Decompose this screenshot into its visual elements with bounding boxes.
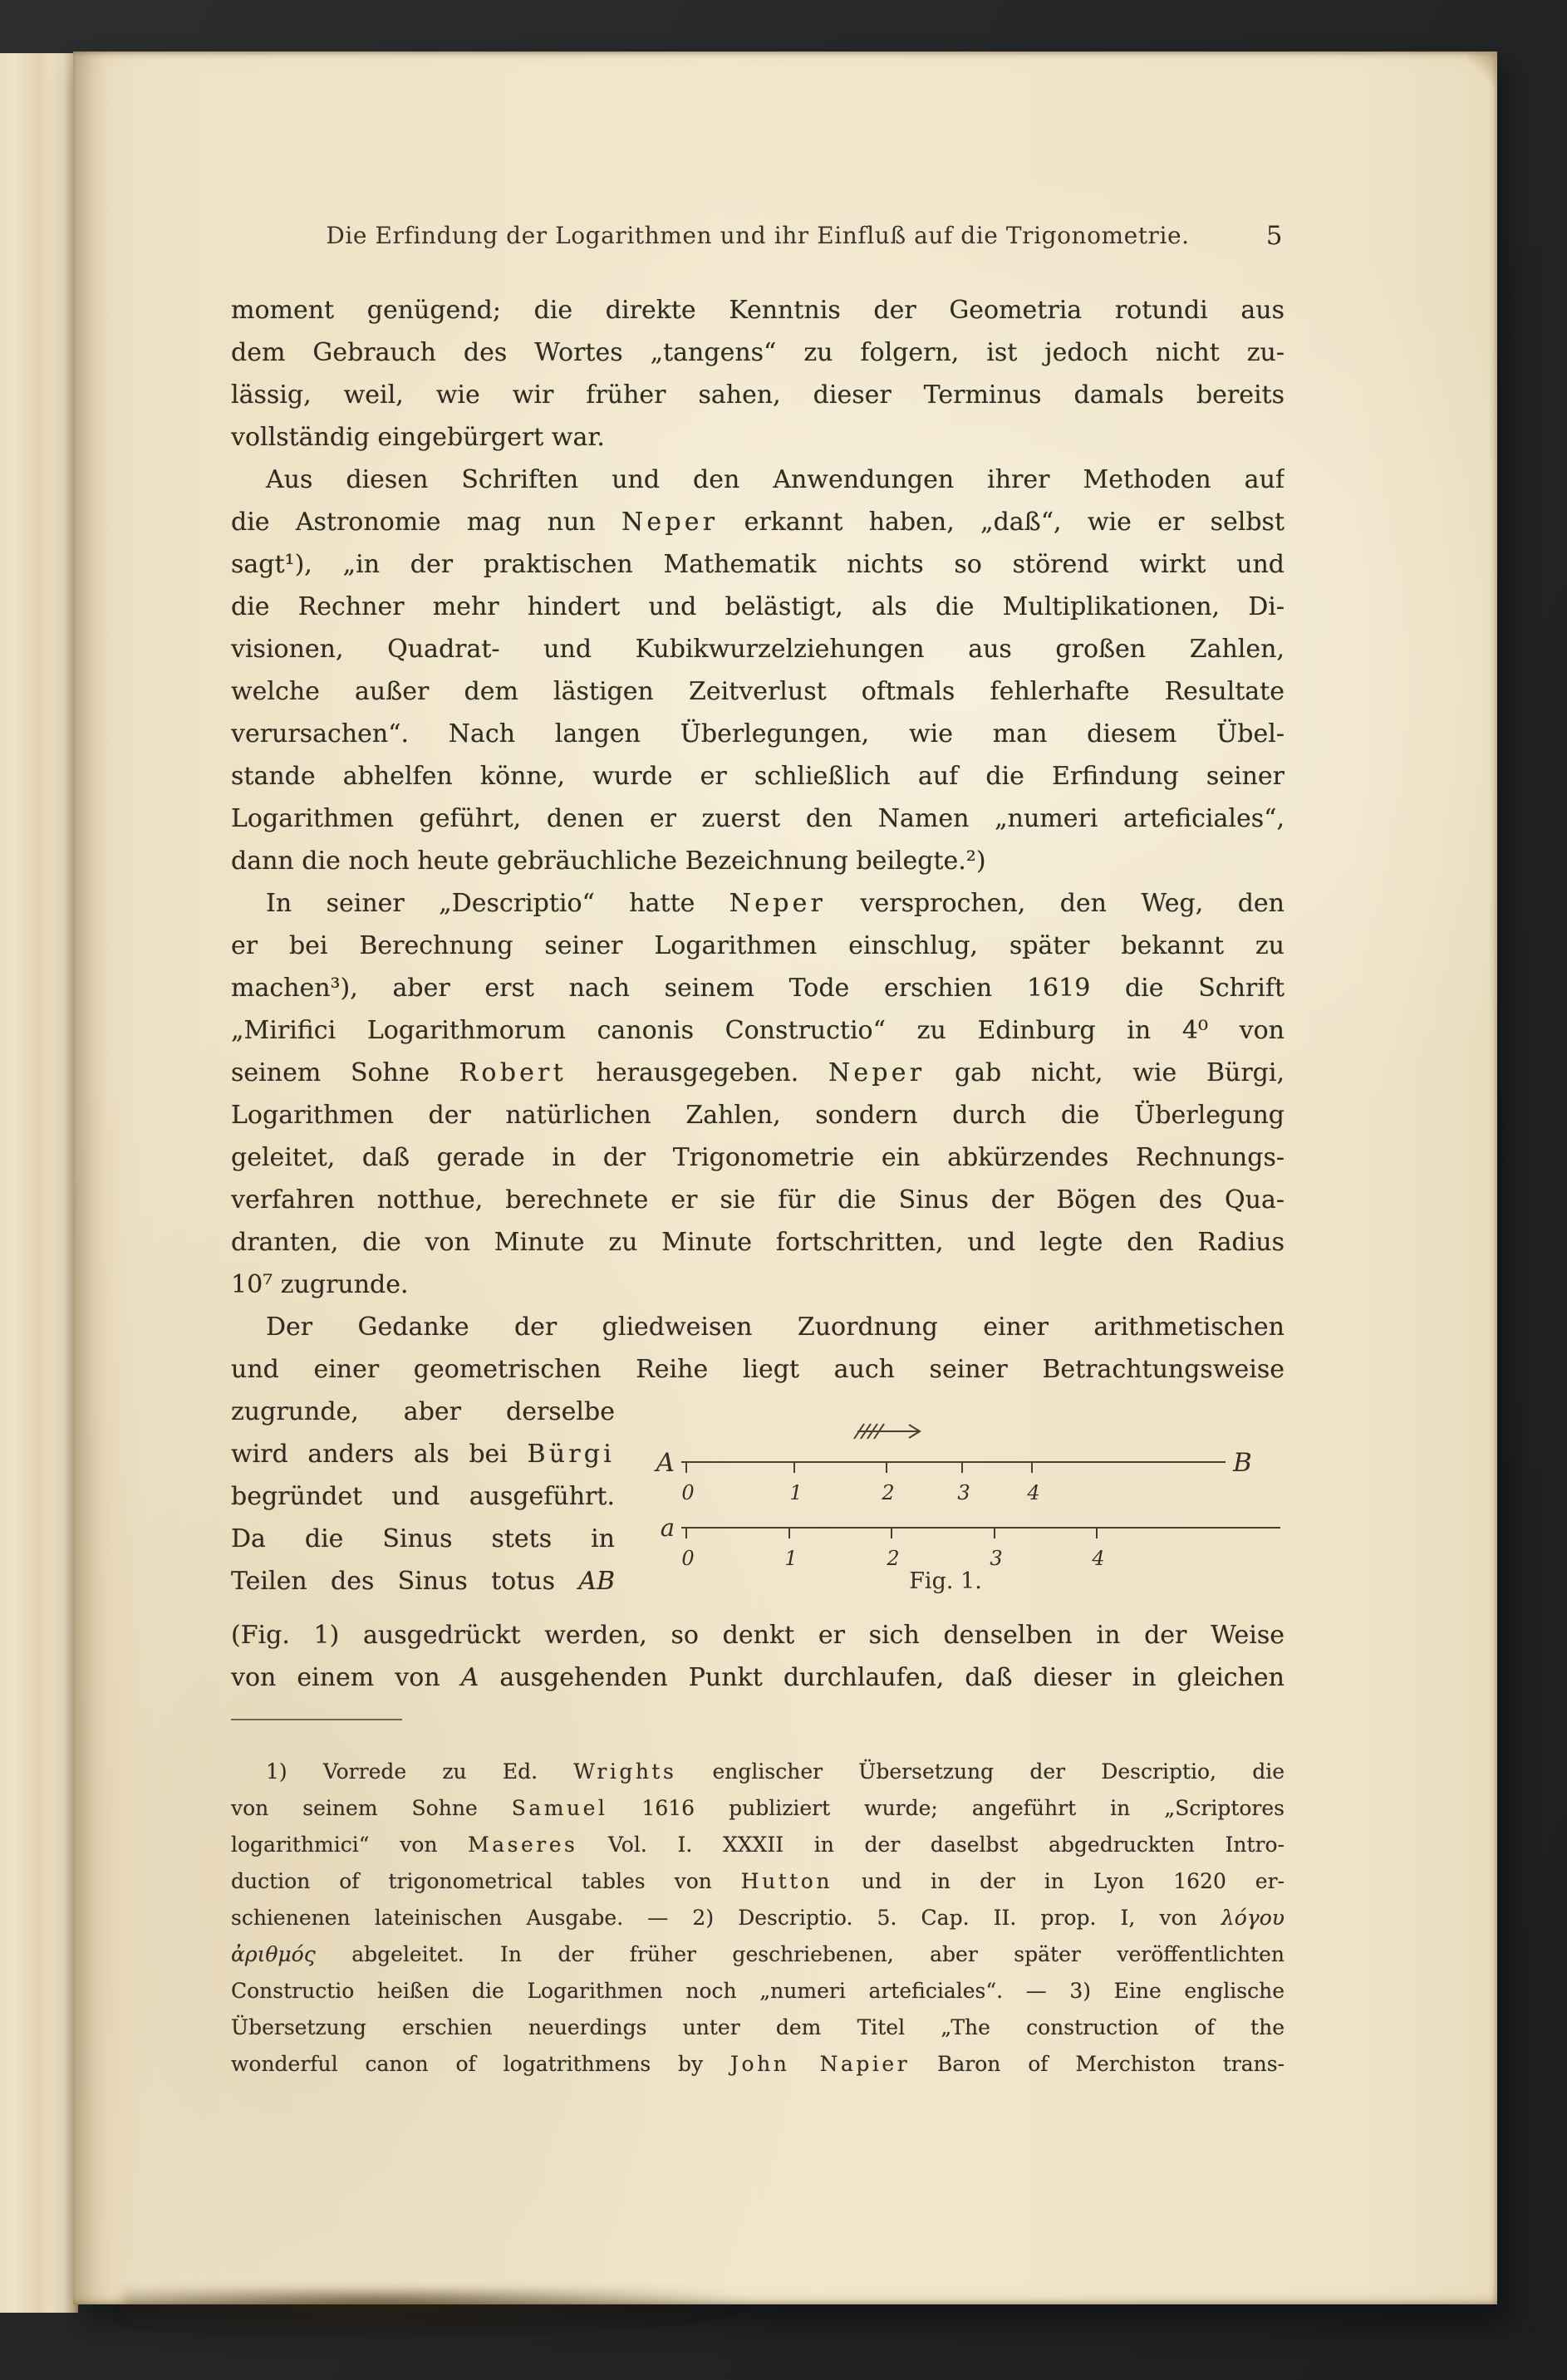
tick-label-bottom-2: 2 — [887, 1547, 900, 1570]
body-paragraphs-continued — [231, 1614, 1285, 1699]
text-beside-figure — [231, 1391, 615, 1602]
text-line: visionen, Quadrat- und Kubikwurzelziehungen aus großen Zahlen, — [231, 635, 1285, 664]
text-line: dranten, die von Minute zu Minute fortschritten, und legte den Radius — [231, 1228, 1285, 1257]
text-line: seinem Sohne Robert herausgegeben. Neper gab nicht, wie Bürgi, — [231, 1058, 1285, 1087]
text-line: (Fig. 1) ausgedrückt werden, so denkt er sich denselben in der Weise — [231, 1621, 1285, 1650]
text-line: die Astronomie mag nun Neper erkannt haben, „daß“, wie er selbst — [231, 508, 1285, 537]
text-line: sagt¹), „in der praktischen Mathematik nichts so störend wirkt und — [231, 550, 1285, 579]
text-line: von einem von A ausgehenden Punkt durchlaufen, daß dieser in gleichen — [231, 1663, 1285, 1692]
ticks-line-AB — [686, 1462, 1032, 1473]
tick-label-top-4: 4 — [1027, 1481, 1040, 1504]
text-line: 10⁷ zugrunde. — [231, 1270, 409, 1299]
ticks-line-a — [686, 1528, 1097, 1538]
text-line: verfahren notthue, berechnete er sie für die Sinus der Bögen des Qua- — [231, 1185, 1285, 1215]
text-line: „Mirifici Logarithmorum canonis Constructio“ zu Edinburg in 4⁰ von — [231, 1016, 1285, 1045]
text-line: dann die noch heute gebräuchliche Bezeichnung beilegte.²) — [231, 846, 986, 876]
text-line: schienenen lateinischen Ausgabe. — 2) Descriptio. 5. Cap. II. prop. I, von λόγου — [231, 1906, 1285, 1930]
text-line: machen³), aber erst nach seinem Tode erschien 1619 die Schrift — [231, 974, 1285, 1003]
tick-label-top-2: 2 — [882, 1481, 895, 1504]
text-line: Teilen des Sinus totus AB — [231, 1567, 615, 1596]
text-line: 1) Vorrede zu Ed. Wrights englischer Übersetzung der Descriptio, die — [266, 1759, 1285, 1784]
text-line: begründet und ausgeführt. — [231, 1482, 615, 1511]
text-line: Da die Sinus stets in — [231, 1524, 615, 1553]
tick-label-bottom-4: 4 — [1092, 1547, 1105, 1570]
text-line: vollständig eingebürgert war. — [231, 423, 605, 452]
tick-label-top-3: 3 — [957, 1481, 970, 1504]
text-line: logarithmici“ von Maseres Vol. I. XXXII in der daselbst abgedruckten Intro- — [231, 1833, 1285, 1857]
book-page — [73, 52, 1497, 2304]
tick-label-top-0: 0 — [681, 1481, 695, 1504]
text-line: dem Gebrauch des Wortes „tangens“ zu folgern, ist jedoch nicht zu- — [231, 338, 1285, 367]
text-line: duction of trigonometrical tables von Hutton und in der in Lyon 1620 er- — [231, 1869, 1285, 1893]
page-corner-fold — [1467, 52, 1497, 95]
text-line: wird anders als bei Bürgi — [231, 1440, 615, 1469]
text-line: Logarithmen geführt, denen er zuerst den Namen „numeri arteficiales“, — [231, 804, 1285, 833]
text-line: Logarithmen der natürlichen Zahlen, sondern durch die Überlegung — [231, 1101, 1285, 1130]
text-line: wonderful canon of logatrithmens by John Napier Baron of Merchiston trans- — [231, 2052, 1285, 2076]
running-head-title: Die Erfindung der Logarithmen und ihr Einfluß auf die Trigonometrie. — [326, 222, 1190, 249]
text-line: verursachen“. Nach langen Überlegungen, wie man diesem Übel- — [231, 719, 1285, 748]
tick-labels-line-AB — [681, 1481, 1039, 1504]
point-label-a: a — [660, 1514, 675, 1542]
motion-arrow-icon — [854, 1424, 920, 1439]
text-line: welche außer dem lästigen Zeitverlust oftmals fehlerhafte Resultate — [231, 677, 1285, 706]
text-line: er bei Berechnung seiner Logarithmen einschlug, später bekannt zu — [231, 931, 1285, 960]
text-line: Constructio heißen die Logarithmen noch „numeri arteficiales“. — 3) Eine englische — [231, 1979, 1285, 2003]
text-line: ἀριθμός abgeleitet. In der früher geschriebenen, aber später veröffentlichten — [231, 1942, 1285, 1966]
page-number: 5 — [1265, 221, 1283, 251]
text-line: die Rechner mehr hindert und belästigt, als die Multiplikationen, Di- — [231, 592, 1285, 621]
tick-labels-line-a — [681, 1547, 1104, 1570]
text-line: von seinem Sohne Samuel 1616 publiziert wurde; angeführt in „Scriptores — [231, 1796, 1285, 1820]
page-bottom-shadow — [123, 2291, 754, 2329]
tick-label-bottom-0: 0 — [681, 1547, 695, 1570]
body-paragraphs — [231, 289, 1285, 1391]
figure-row — [231, 1391, 1285, 1602]
text-line: lässig, weil, wie wir früher sahen, dieser Terminus damals bereits — [231, 380, 1285, 410]
footnote-separator — [231, 1719, 402, 1720]
tick-label-bottom-1: 1 — [784, 1547, 798, 1570]
text-line: zugrunde, aber derselbe — [231, 1397, 615, 1426]
underlying-page-edge — [0, 53, 78, 2313]
figure-caption: Fig. 1. — [909, 1568, 982, 1594]
running-head — [231, 218, 1285, 254]
point-label-A: A — [656, 1448, 675, 1478]
tick-label-top-1: 1 — [789, 1481, 803, 1504]
footnotes — [231, 1754, 1285, 2083]
text-line: moment genügend; die direkte Kenntnis der Geometria rotundi aus — [231, 296, 1285, 325]
text-line: Übersetzung erschien neuerdings unter dem Titel „The construction of the — [231, 2015, 1285, 2039]
text-line: geleitet, daß gerade in der Trigonometrie ein abkürzendes Rechnungs- — [231, 1143, 1285, 1172]
figure-1-canvas — [615, 1391, 1285, 1602]
text-line: Aus diesen Schriften und den Anwendungen ihrer Methoden auf — [266, 465, 1285, 494]
tick-label-bottom-3: 3 — [990, 1547, 1003, 1570]
text-line: und einer geometrischen Reihe liegt auch seiner Betrachtungsweise — [231, 1355, 1285, 1384]
point-label-B: B — [1233, 1448, 1252, 1478]
figure-1 — [615, 1391, 1285, 1602]
text-line: In seiner „Descriptio“ hatte Neper versprochen, den Weg, den — [266, 889, 1285, 918]
text-line: Der Gedanke der gliedweisen Zuordnung einer arithmetischen — [266, 1313, 1285, 1342]
text-line: stande abhelfen könne, wurde er schließlich auf die Erfindung seiner — [231, 762, 1285, 791]
text-block — [231, 218, 1285, 2083]
